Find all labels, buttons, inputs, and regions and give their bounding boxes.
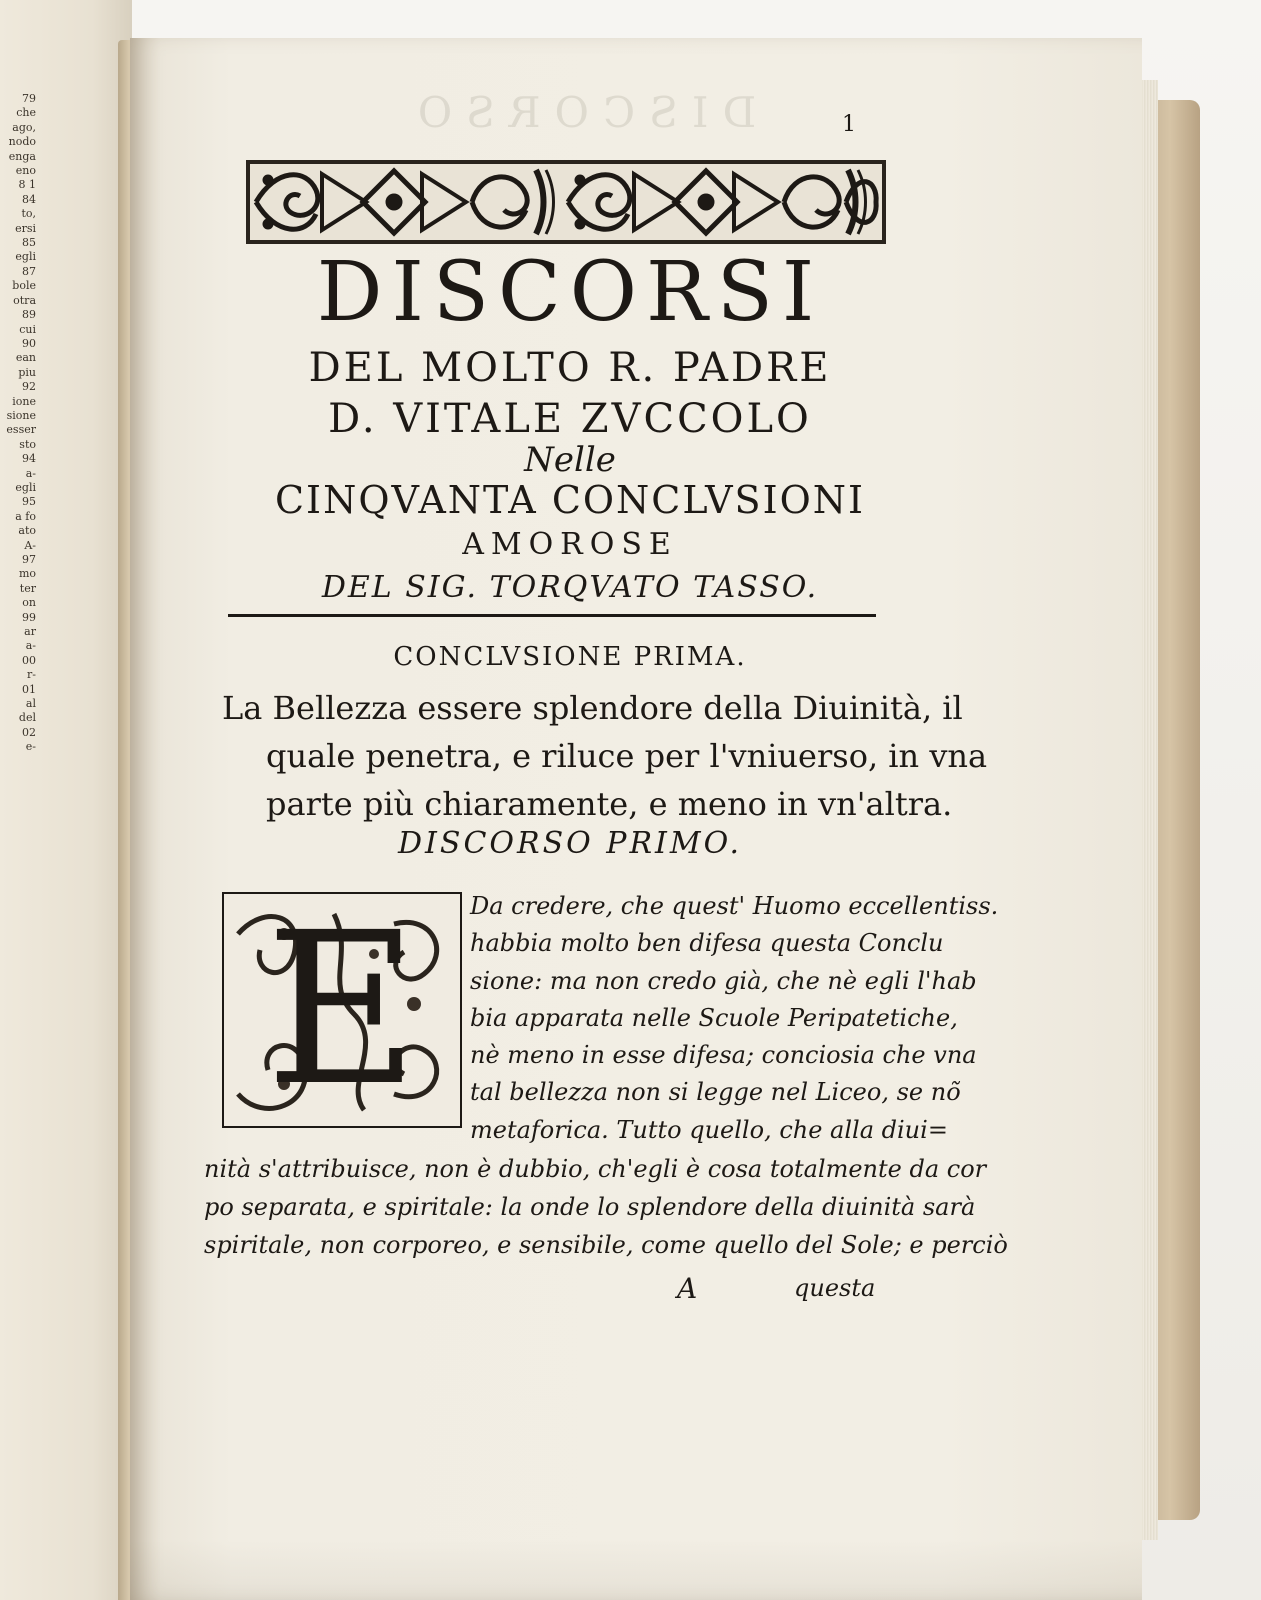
discorso-heading: DISCORSO PRIMO. bbox=[398, 826, 742, 861]
margin-number: otra bbox=[13, 293, 36, 307]
margin-number: ato bbox=[18, 524, 36, 538]
margin-number: eno bbox=[15, 164, 36, 178]
body-line: nè meno in esse difesa; conciosia che vna bbox=[470, 1041, 977, 1070]
woodcut-headpiece-ornament bbox=[246, 160, 886, 244]
margin-number: A- bbox=[24, 538, 36, 552]
margin-number: ione bbox=[12, 394, 36, 408]
margin-number: 84 bbox=[22, 192, 36, 206]
left-page-margin-numbers bbox=[2, 92, 36, 755]
margin-number: del bbox=[18, 711, 36, 725]
margin-number: a- bbox=[25, 639, 36, 653]
left-page-edge bbox=[0, 0, 132, 1600]
margin-number: 79 bbox=[22, 92, 36, 105]
body-line: nità s'attribuisce, non è dubbio, ch'egli è cosa totalmente da cor bbox=[204, 1155, 987, 1183]
conclusion-line: quale penetra, e riluce per l'vniuerso, in vna bbox=[266, 737, 988, 775]
margin-number: 99 bbox=[22, 610, 36, 624]
margin-number: bole bbox=[12, 279, 36, 293]
margin-number: 87 bbox=[22, 264, 36, 278]
margin-number: ean bbox=[15, 351, 36, 365]
margin-number: 85 bbox=[22, 236, 36, 250]
body-line: bia apparata nelle Scuole Peripatetiche, bbox=[470, 1003, 958, 1032]
margin-number: 95 bbox=[22, 495, 36, 509]
margin-number: esser bbox=[6, 423, 36, 437]
margin-number: a- bbox=[25, 466, 36, 480]
body-line: sione: ma non credo già, che nè egli l'hab bbox=[470, 966, 977, 995]
margin-number: to, bbox=[21, 207, 36, 221]
margin-number: ago, bbox=[12, 120, 36, 134]
subtitle-author-line: DEL MOLTO R. PADRE bbox=[308, 345, 832, 391]
margin-number: on bbox=[22, 596, 36, 610]
margin-number: piu bbox=[18, 365, 36, 379]
margin-number: a fo bbox=[15, 509, 36, 523]
page-number: 1 bbox=[842, 112, 856, 137]
body-text-full-width bbox=[204, 1150, 1008, 1264]
margin-number: r- bbox=[27, 668, 36, 682]
page-bottom-shadow bbox=[130, 1540, 1142, 1600]
body-line: po separata, e spiritale: la onde lo splendore della diuinità sarà bbox=[204, 1193, 976, 1221]
margin-number: egli bbox=[15, 250, 36, 264]
conclusion-line: parte più chiaramente, e meno in vn'altra. bbox=[266, 785, 953, 823]
body-line: Da credere, che quest' Huomo eccellentiss. bbox=[470, 892, 999, 920]
subtitle-amorose: AMOROSE bbox=[462, 527, 678, 562]
margin-number: cui bbox=[19, 322, 36, 336]
horizontal-rule bbox=[228, 614, 876, 617]
body-line: tal bellezza non si legge nel Liceo, se nõ bbox=[470, 1078, 961, 1107]
body-line: spiritale, non corporeo, e sensibile, come quello del Sole; e perciò bbox=[204, 1231, 1008, 1259]
initial-letter: E bbox=[265, 887, 419, 1132]
main-title: DISCORSI bbox=[316, 245, 824, 340]
margin-number: 97 bbox=[22, 553, 36, 566]
show-through-text: DISCORSO bbox=[403, 88, 757, 137]
margin-number: mo bbox=[18, 567, 36, 581]
body-line: metaforica. Tutto quello, che alla diui= bbox=[470, 1115, 948, 1144]
subtitle-nelle: Nelle bbox=[524, 440, 616, 480]
margin-number: ersi bbox=[15, 221, 36, 235]
subtitle-cinquanta: CINQVANTA CONCLVSIONI bbox=[274, 478, 865, 522]
margin-number: 90 bbox=[22, 336, 36, 350]
margin-number: sto bbox=[19, 437, 36, 451]
margin-number: 02 bbox=[22, 725, 36, 739]
margin-number: 8 1 bbox=[18, 178, 36, 192]
decorated-initial bbox=[222, 887, 462, 1132]
margin-number: e- bbox=[25, 740, 36, 754]
margin-number: che bbox=[16, 106, 36, 120]
margin-number: al bbox=[25, 697, 36, 711]
margin-number: sione bbox=[6, 408, 36, 422]
margin-number: 94 bbox=[22, 452, 36, 466]
margin-number: ar bbox=[24, 625, 36, 639]
margin-number: nodo bbox=[8, 135, 36, 149]
conclusion-heading: CONCLVSIONE PRIMA. bbox=[393, 642, 747, 672]
signature-mark: A bbox=[677, 1272, 698, 1305]
conclusion-text bbox=[222, 684, 988, 828]
margin-number: 89 bbox=[22, 308, 36, 322]
conclusion-line: La Bellezza essere splendore della Diuinità, il bbox=[222, 689, 963, 727]
margin-number: ter bbox=[19, 581, 36, 595]
body-line: habbia molto ben difesa questa Conclu bbox=[470, 929, 944, 958]
catchword: questa bbox=[794, 1274, 876, 1302]
subtitle-tasso: DEL SIG. TORQVATO TASSO. bbox=[321, 570, 819, 605]
margin-number: 01 bbox=[22, 682, 36, 696]
subtitle-author-name: D. VITALE ZVCCOLO bbox=[328, 396, 812, 442]
margin-number: 92 bbox=[22, 380, 36, 394]
margin-number: egli bbox=[15, 480, 36, 494]
body-text-beside-initial bbox=[470, 888, 999, 1149]
margin-number: 00 bbox=[22, 653, 36, 667]
margin-number: enga bbox=[8, 149, 36, 163]
